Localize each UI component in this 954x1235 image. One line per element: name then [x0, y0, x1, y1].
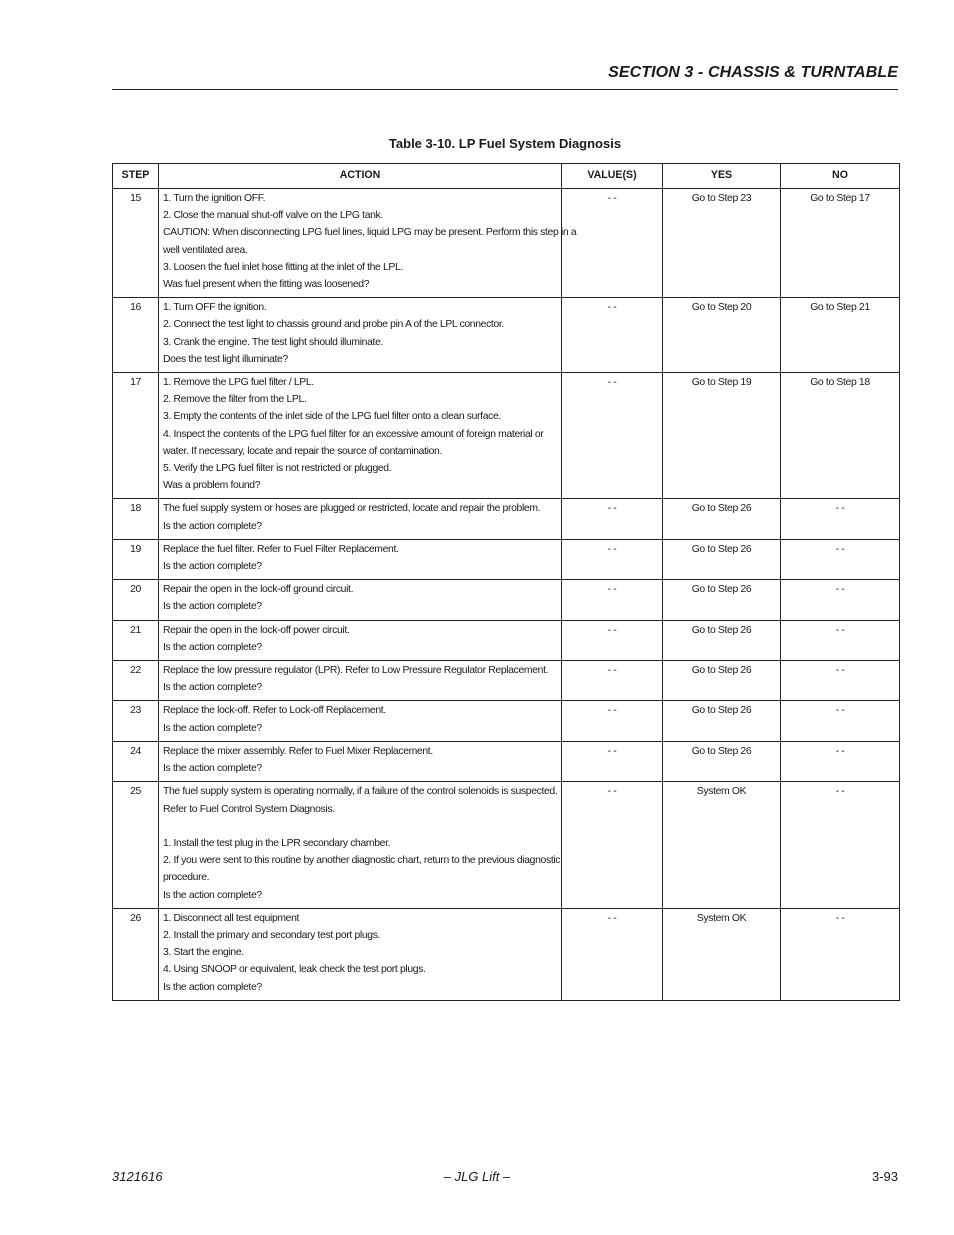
- values-cell: - -: [562, 499, 663, 539]
- table-body: [113, 189, 900, 1001]
- values-cell: - -: [562, 908, 663, 1000]
- action-line: 3. Loosen the fuel inlet hose fitting at the inlet of the LPL.: [163, 261, 403, 273]
- action-line: 2. Remove the filter from the LPL.: [163, 394, 307, 406]
- action-cell: [159, 741, 562, 781]
- action-line: 3. Empty the contents of the inlet side of the LPG fuel filter onto a clean surface.: [163, 411, 501, 423]
- action-line: The fuel supply system is operating normally, if a failure of the control solenoids is suspected.: [163, 786, 558, 798]
- table-row: [113, 539, 900, 579]
- action-cell: [159, 580, 562, 620]
- values-cell: - -: [562, 741, 663, 781]
- doc-number: 3121616: [112, 1169, 163, 1184]
- action-line: Is the action complete?: [163, 682, 262, 694]
- values-cell: - -: [562, 661, 663, 701]
- action-line: Does the test light illuminate?: [163, 353, 288, 365]
- page-number: 3-93: [871, 1169, 898, 1184]
- action-cell: [159, 189, 577, 298]
- action-line: procedure.: [163, 872, 210, 884]
- action-line: Is the action complete?: [163, 981, 262, 993]
- column-header-step: STEP: [113, 164, 159, 189]
- yes-cell: Go to Step 26: [663, 620, 781, 660]
- step-cell: 26: [113, 908, 159, 1000]
- action-line: The fuel supply system or hoses are plugged or restricted, locate and repair the problem.: [163, 503, 541, 515]
- values-cell: - -: [562, 620, 663, 660]
- table-row: [113, 782, 900, 908]
- action-line: 2. Install the primary and secondary test port plugs.: [163, 929, 381, 941]
- action-cell: [159, 499, 562, 539]
- action-line: 3. Crank the engine. The test light should illuminate.: [163, 336, 384, 348]
- step-cell: 15: [113, 189, 159, 298]
- no-cell: Go to Step 21: [781, 298, 900, 373]
- action-line: 5. Verify the LPG fuel filter is not restricted or plugged.: [163, 463, 392, 475]
- table-row: [113, 189, 900, 298]
- action-line: Is the action complete?: [163, 641, 262, 653]
- action-line: Repair the open in the lock-off ground circuit.: [163, 584, 354, 596]
- values-cell: - -: [562, 701, 663, 741]
- action-line: well ventilated area.: [163, 244, 248, 256]
- no-cell: - -: [781, 499, 900, 539]
- values-cell: - -: [562, 298, 663, 373]
- yes-cell: System OK: [663, 908, 781, 1000]
- action-line: Was a problem found?: [163, 480, 261, 492]
- values-cell: - -: [562, 782, 663, 908]
- action-line: 1. Install the test plug in the LPR secondary chamber.: [163, 837, 391, 849]
- action-line: Repair the open in the lock-off power circuit.: [163, 624, 350, 636]
- step-cell: 19: [113, 539, 159, 579]
- no-cell: - -: [781, 620, 900, 660]
- table-header: [113, 164, 900, 189]
- table-title: Table 3-10. LP Fuel System Diagnosis: [388, 136, 622, 151]
- yes-cell: System OK: [663, 782, 781, 908]
- no-cell: Go to Step 18: [781, 373, 900, 499]
- action-line: Replace the mixer assembly. Refer to Fuel Mixer Replacement.: [163, 745, 433, 757]
- action-line: 1. Disconnect all test equipment: [163, 912, 300, 924]
- action-line: [163, 818, 557, 835]
- action-cell: [159, 782, 562, 908]
- yes-cell: Go to Step 26: [663, 661, 781, 701]
- step-cell: 25: [113, 782, 159, 908]
- header-rule: [112, 89, 898, 90]
- column-header-yes: YES: [663, 164, 781, 189]
- no-cell: - -: [781, 741, 900, 781]
- values-cell: - -: [562, 189, 663, 298]
- step-cell: 17: [113, 373, 159, 499]
- no-cell: - -: [781, 661, 900, 701]
- action-line: 1. Turn OFF the ignition.: [163, 302, 267, 314]
- table-row: [113, 701, 900, 741]
- no-cell: Go to Step 17: [781, 189, 900, 298]
- action-line: Is the action complete?: [163, 889, 262, 901]
- action-cell: [159, 701, 562, 741]
- action-line: Refer to Fuel Control System Diagnosis.: [163, 803, 335, 815]
- step-cell: 16: [113, 298, 159, 373]
- action-cell: [159, 620, 562, 660]
- step-cell: 18: [113, 499, 159, 539]
- action-line: 2. If you were sent to this routine by another diagnostic chart, return to the previous diagnostic: [163, 855, 561, 867]
- table-row: [113, 499, 900, 539]
- step-cell: 24: [113, 741, 159, 781]
- yes-cell: Go to Step 26: [663, 539, 781, 579]
- action-cell: [159, 298, 562, 373]
- action-line: Replace the lock-off. Refer to Lock-off Replacement.: [163, 705, 386, 717]
- table-row: [113, 741, 900, 781]
- step-cell: 20: [113, 580, 159, 620]
- yes-cell: Go to Step 19: [663, 373, 781, 499]
- action-line: 1. Remove the LPG fuel filter / LPL.: [163, 377, 314, 389]
- yes-cell: Go to Step 26: [663, 499, 781, 539]
- action-cell: [159, 373, 562, 499]
- table-row: [113, 373, 900, 499]
- step-cell: 23: [113, 701, 159, 741]
- table-row: [113, 661, 900, 701]
- no-cell: - -: [781, 782, 900, 908]
- action-line: Is the action complete?: [163, 722, 262, 734]
- action-line: Is the action complete?: [163, 520, 262, 532]
- diagnosis-table: [112, 163, 900, 1001]
- action-line: Is the action complete?: [163, 601, 262, 613]
- action-cell: [159, 539, 562, 579]
- header-row: [113, 164, 900, 189]
- action-line: Was fuel present when the fitting was loosened?: [163, 279, 370, 291]
- action-line: Is the action complete?: [163, 561, 262, 573]
- table-row: [113, 580, 900, 620]
- table-row: [113, 620, 900, 660]
- action-line: 2. Connect the test light to chassis ground and probe pin A of the LPL connector.: [163, 319, 504, 331]
- action-cell: [159, 908, 562, 1000]
- action-line: 4. Inspect the contents of the LPG fuel filter for an excessive amount of foreign material or: [163, 428, 544, 440]
- values-cell: - -: [562, 580, 663, 620]
- section-title: SECTION 3 - CHASSIS & TURNTABLE: [608, 64, 898, 81]
- action-line: 1. Turn the ignition OFF.: [163, 193, 266, 204]
- values-cell: - -: [562, 373, 663, 499]
- no-cell: - -: [781, 580, 900, 620]
- yes-cell: Go to Step 26: [663, 701, 781, 741]
- step-cell: 21: [113, 620, 159, 660]
- column-header-action: ACTION: [159, 164, 562, 189]
- column-header-values: VALUE(S): [562, 164, 663, 189]
- action-line: 2. Close the manual shut-off valve on the LPG tank.: [163, 210, 383, 222]
- no-cell: - -: [781, 539, 900, 579]
- action-line: CAUTION: When disconnecting LPG fuel lines, liquid LPG may be present. Perform this step in a: [163, 227, 577, 239]
- action-line: Replace the low pressure regulator (LPR). Refer to Low Pressure Regulator Replacement.: [163, 665, 549, 677]
- action-line: 4. Using SNOOP or equivalent, leak check the test port plugs.: [163, 964, 426, 976]
- footer-brand: – JLG Lift –: [443, 1169, 511, 1184]
- action-cell: [159, 661, 562, 701]
- action-line: 3. Start the engine.: [163, 947, 244, 959]
- no-cell: - -: [781, 701, 900, 741]
- step-cell: 22: [113, 661, 159, 701]
- column-header-no: NO: [781, 164, 900, 189]
- values-cell: - -: [562, 539, 663, 579]
- yes-cell: Go to Step 26: [663, 741, 781, 781]
- action-line: Is the action complete?: [163, 763, 262, 775]
- yes-cell: Go to Step 23: [663, 189, 781, 298]
- yes-cell: Go to Step 26: [663, 580, 781, 620]
- yes-cell: Go to Step 20: [663, 298, 781, 373]
- action-line: water. If necessary, locate and repair the source of contamination.: [163, 445, 443, 457]
- table-row: [113, 908, 900, 1000]
- table-row: [113, 298, 900, 373]
- no-cell: - -: [781, 908, 900, 1000]
- action-line: Replace the fuel filter. Refer to Fuel Filter Replacement.: [163, 543, 399, 555]
